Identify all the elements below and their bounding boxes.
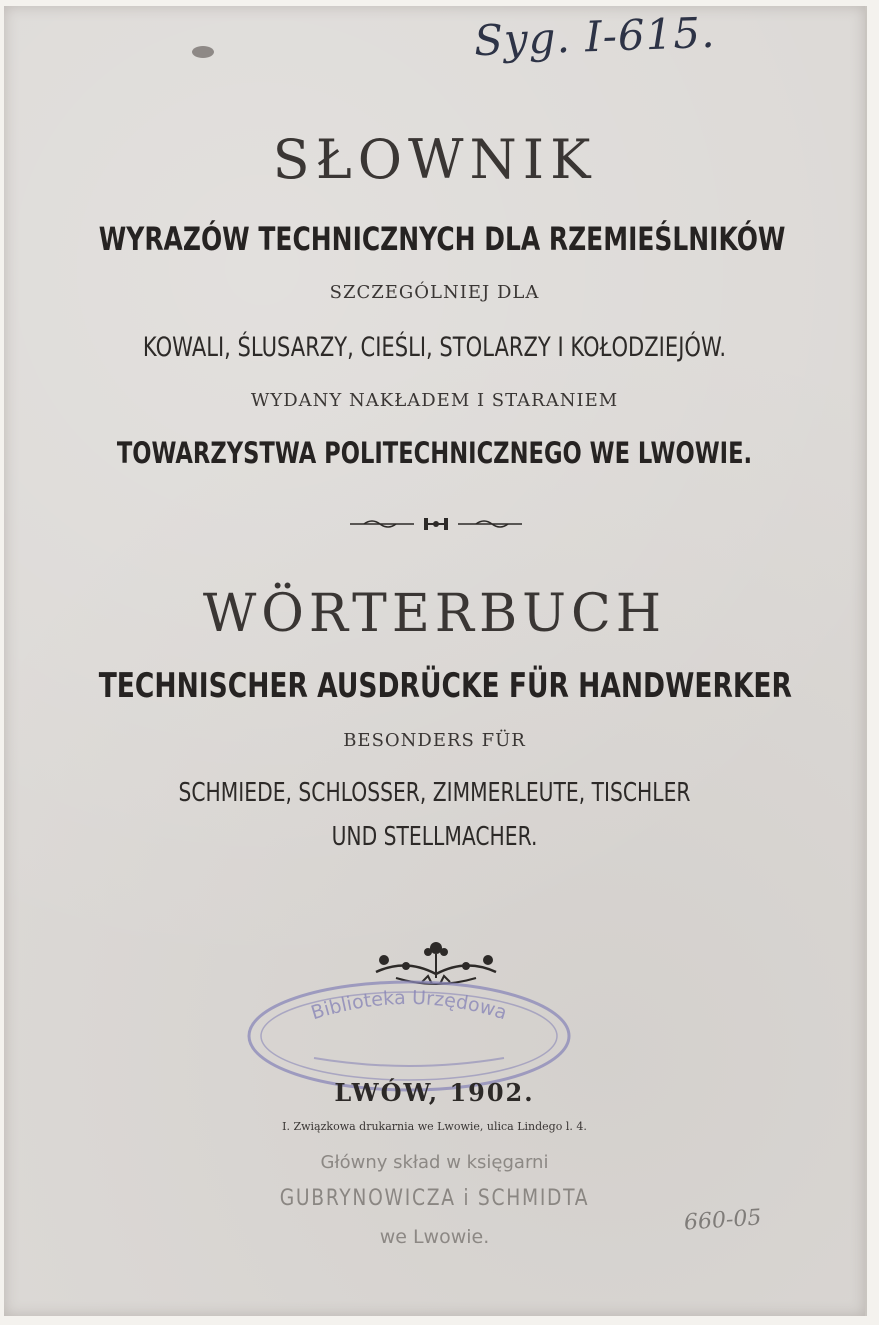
distributor-stamp-line2: GUBRYNOWICZA i SCHMIDTA [279,1186,590,1211]
german-especially: BESONDERS FÜR [343,730,526,751]
place-year: LWÓW, 1902. [334,1078,535,1107]
pencil-note: 660-05 [683,1205,763,1236]
library-stamp [244,974,574,1094]
printer-line: I. Związkowa drukarnia we Lwowie, ulica Lindego l. 4. [282,1120,587,1133]
polish-published-by: WYDANY NAKŁADEM I STARANIEM [250,390,619,411]
shelfmark-annotation: Syg. I-615. [473,7,717,66]
german-trades-line1: SCHMIEDE, SCHLOSSER, ZIMMERLEUTE, TISCHLER [178,778,691,808]
polish-subtitle: WYRAZÓW TECHNICZNYCH DLA RZEMIEŚLNIKÓW [98,220,786,258]
distributor-stamp-line3: we Lwowie. [379,1226,490,1248]
german-subtitle: TECHNISCHER AUSDRÜCKE FÜR HANDWERKER [98,666,792,706]
distributor-stamp-line1: Główny skład w księgarni [320,1152,549,1173]
polish-trades: KOWALI, ŚLUSARZY, CIEŚLI, STOLARZY I KOŁODZIEJÓW. [142,332,727,363]
library-stamp-text: Biblioteka Urzędowa [308,986,510,1025]
polish-especially: SZCZEGÓLNIEJ DLA [329,282,540,303]
polish-title: SŁOWNIK [272,128,597,191]
polish-society: TOWARZYSTWA POLITECHNICZNEGO WE LWOWIE. [116,436,753,470]
divider-ornament [344,514,528,534]
german-trades-line2: UND STELLMACHER. [331,822,538,852]
title-page [4,6,867,1316]
german-title: WÖRTERBUCH [202,584,667,644]
ink-spot [192,46,214,58]
